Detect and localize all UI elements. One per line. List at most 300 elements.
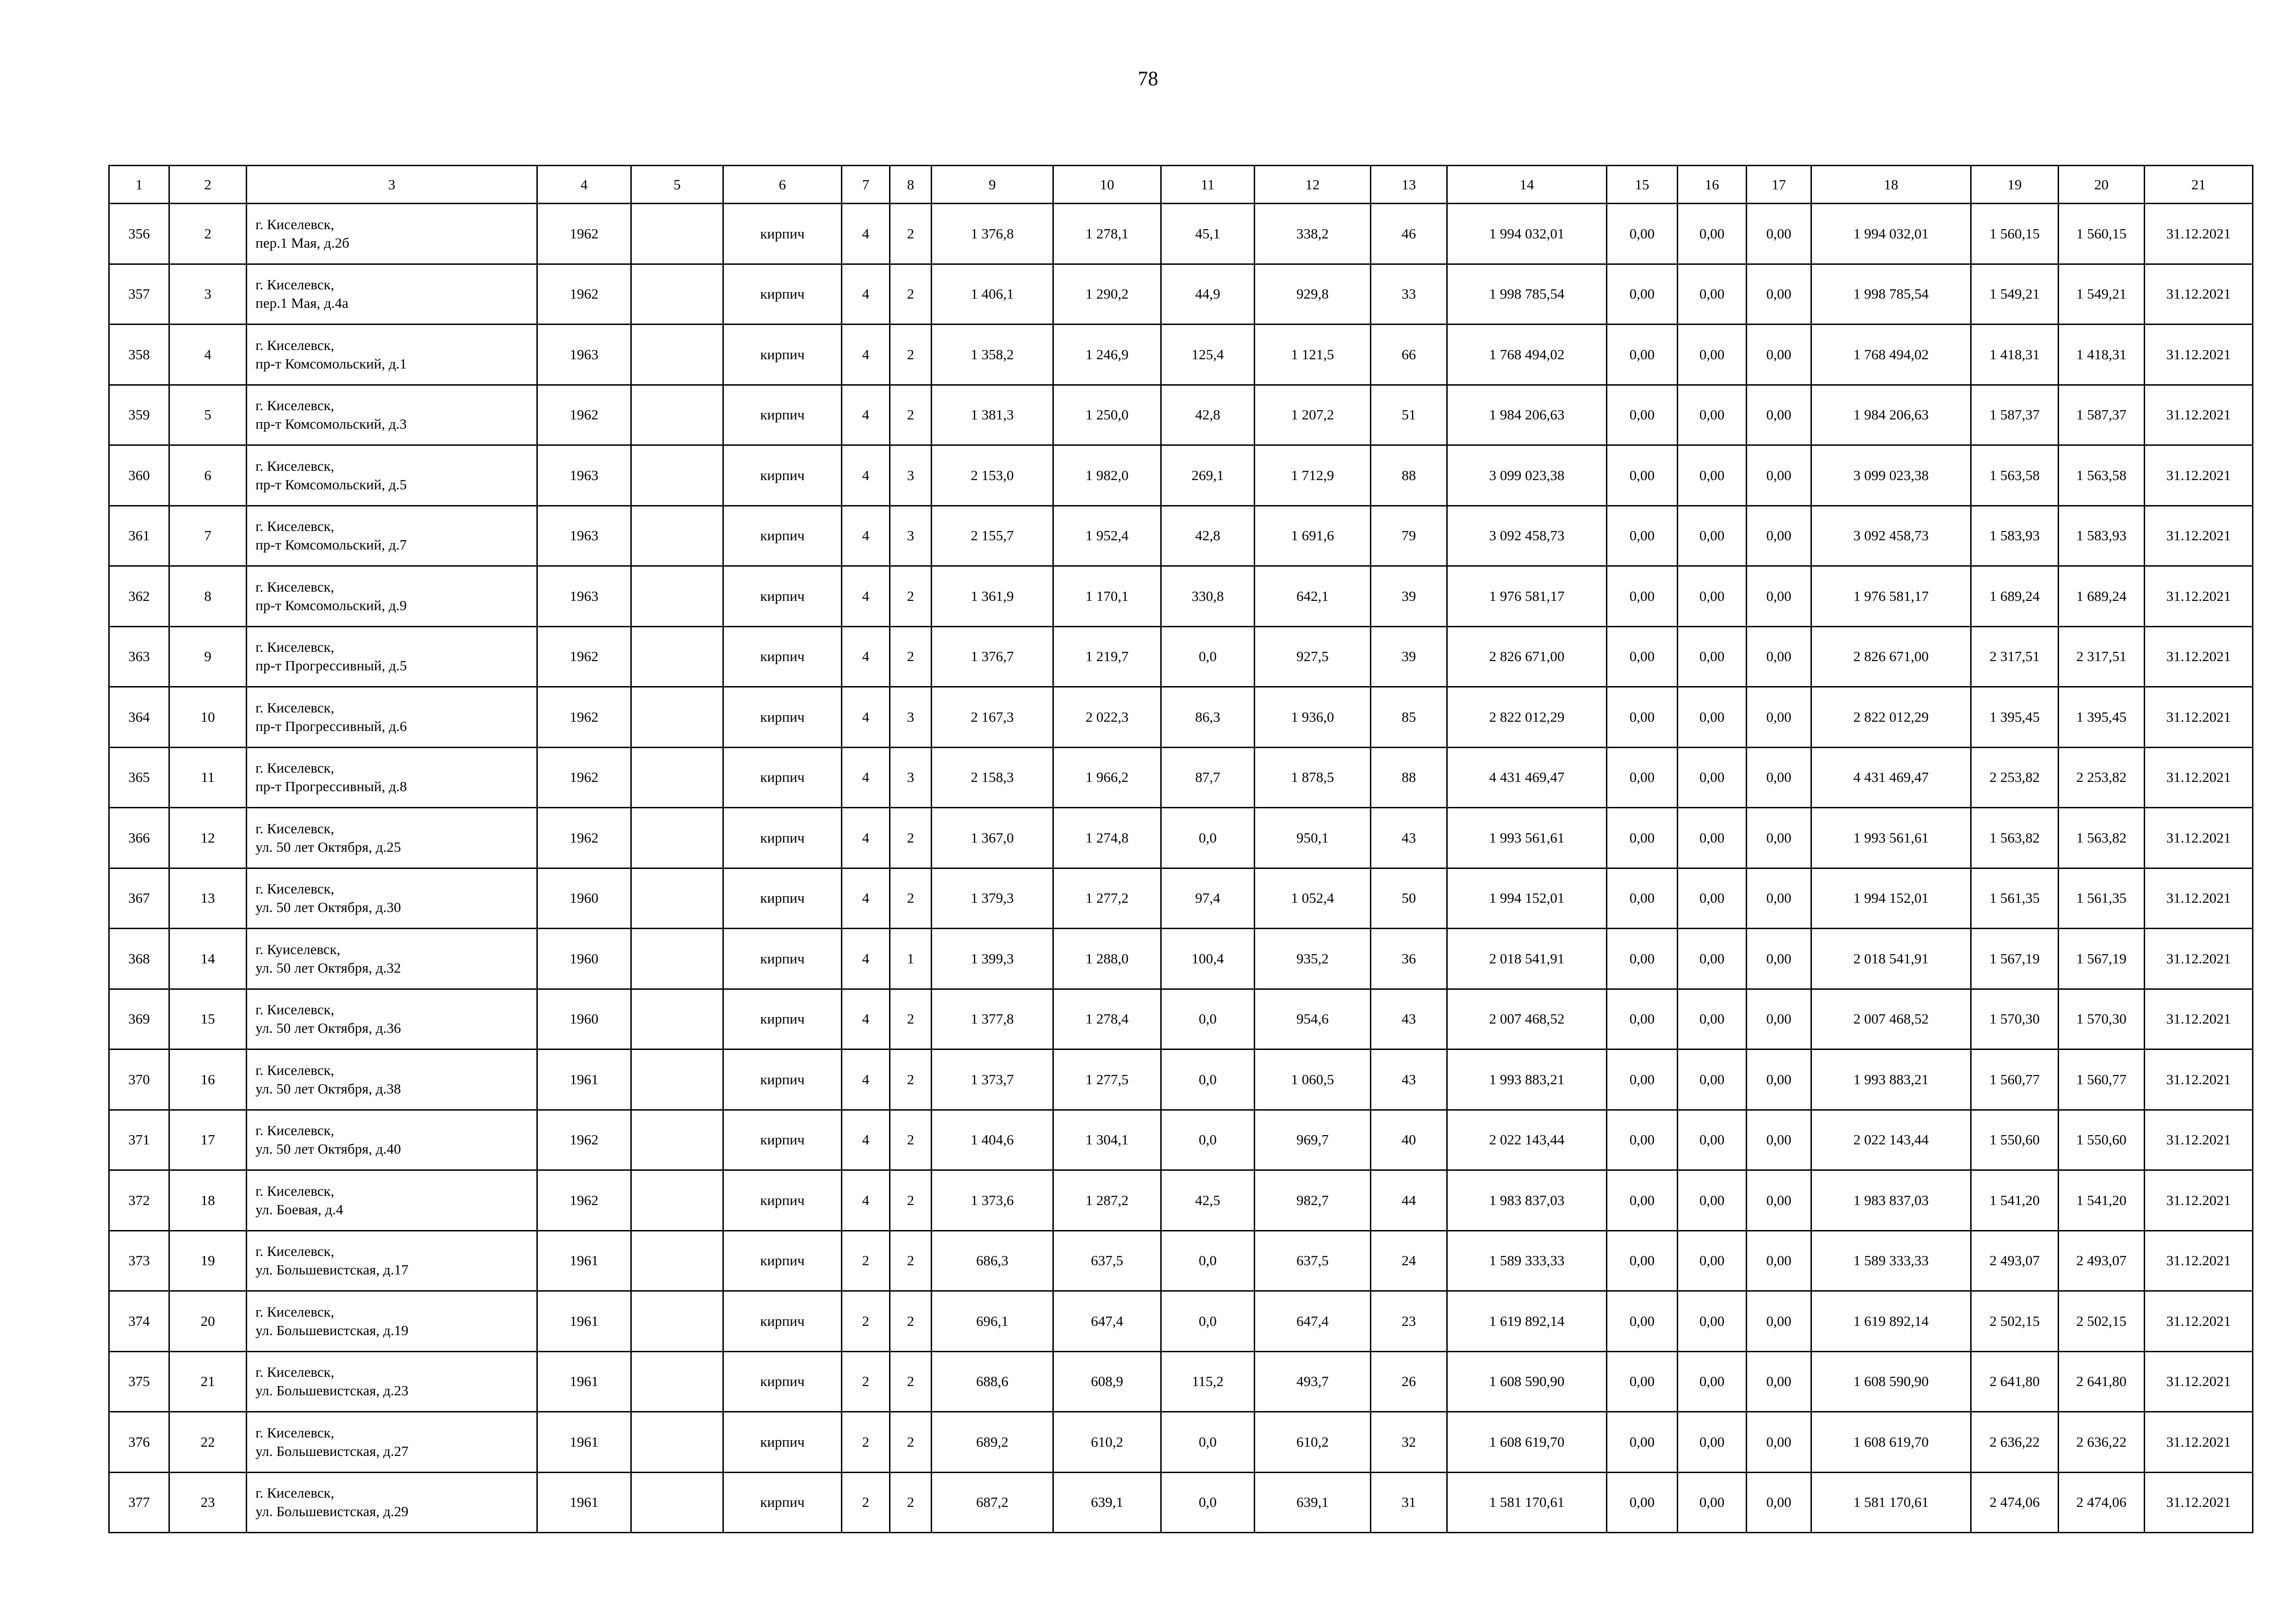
address-city: г. Киселевск,	[255, 881, 335, 897]
cell-col-9: 1 376,7	[932, 626, 1053, 687]
cell-col-7: 4	[842, 989, 890, 1049]
cell-col-20: 2 493,07	[2059, 1230, 2145, 1291]
address-city: г. Киселевск,	[255, 1424, 335, 1441]
cell-col-14: 1 608 590,90	[1447, 1351, 1607, 1412]
cell-col-13: 36	[1371, 929, 1447, 989]
cell-col-18: 3 099 023,38	[1811, 445, 1971, 506]
cell-col-1: 360	[109, 445, 169, 506]
cell-col-19: 2 474,06	[1971, 1472, 2059, 1533]
cell-col-9: 1 373,7	[932, 1049, 1053, 1110]
cell-col-4: 1963	[537, 506, 631, 566]
cell-col-12: 647,4	[1255, 1291, 1371, 1352]
cell-col-15: 0,00	[1607, 929, 1678, 989]
cell-col-11: 0,0	[1161, 626, 1255, 687]
cell-col-6: кирпич	[723, 808, 842, 868]
cell-col-8: 2	[890, 1291, 932, 1352]
cell-col-9: 2 167,3	[932, 687, 1053, 748]
address-city: г. Киселевск,	[255, 397, 335, 414]
cell-col-5	[631, 929, 723, 989]
cell-col-19: 1 689,24	[1971, 566, 2059, 627]
address-cell	[247, 626, 537, 687]
address-street: пр-т Комсомольский, д.5	[255, 476, 407, 493]
cell-col-18: 2 018 541,91	[1811, 929, 1971, 989]
address-street: ул. Большевистская, д.19	[255, 1322, 409, 1338]
cell-col-17: 0,00	[1747, 1472, 1811, 1533]
cell-col-1: 367	[109, 868, 169, 929]
cell-col-11: 0,0	[1161, 989, 1255, 1049]
cell-col-4: 1962	[537, 204, 631, 264]
cell-col-10: 610,2	[1053, 1412, 1161, 1473]
cell-col-15: 0,00	[1607, 1472, 1678, 1533]
address-city: г. Киселевск,	[255, 820, 335, 837]
address-street: пр-т Прогрессивный, д.6	[255, 718, 407, 734]
cell-col-1: 364	[109, 687, 169, 748]
cell-col-17: 0,00	[1747, 626, 1811, 687]
table-row	[109, 445, 2253, 506]
cell-col-1: 369	[109, 989, 169, 1049]
cell-col-5	[631, 747, 723, 808]
table-row	[109, 1230, 2253, 1291]
column-header-13: 13	[1371, 166, 1447, 204]
address-street: пер.1 Мая, д.2б	[255, 234, 349, 251]
cell-col-10: 1 982,0	[1053, 445, 1161, 506]
cell-col-4: 1962	[537, 687, 631, 748]
cell-col-1: 356	[109, 204, 169, 264]
table-row	[109, 264, 2253, 325]
address-city: г. Киселевск,	[255, 457, 335, 474]
cell-col-14: 1 976 581,17	[1447, 566, 1607, 627]
address-cell	[247, 445, 537, 506]
cell-col-11: 330,8	[1161, 566, 1255, 627]
cell-col-20: 2 636,22	[2059, 1412, 2145, 1473]
cell-col-5	[631, 1110, 723, 1170]
address-street: ул. Большевистская, д.29	[255, 1503, 409, 1520]
cell-col-1: 357	[109, 264, 169, 325]
cell-col-19: 1 541,20	[1971, 1170, 2059, 1231]
cell-col-21: 31.12.2021	[2145, 808, 2253, 868]
cell-col-21: 31.12.2021	[2145, 929, 2253, 989]
cell-col-5	[631, 626, 723, 687]
address-street: ул. 50 лет Октября, д.38	[255, 1080, 401, 1097]
cell-col-7: 2	[842, 1291, 890, 1352]
cell-col-16: 0,00	[1678, 1049, 1747, 1110]
cell-col-2: 3	[169, 264, 247, 325]
cell-col-19: 2 493,07	[1971, 1230, 2059, 1291]
cell-col-16: 0,00	[1678, 204, 1747, 264]
cell-col-2: 17	[169, 1110, 247, 1170]
cell-col-7: 2	[842, 1472, 890, 1533]
address-city: г. Киселевск,	[255, 1303, 335, 1320]
cell-col-10: 1 288,0	[1053, 929, 1161, 989]
address-city: г. Киселевск,	[255, 639, 335, 656]
cell-col-17: 0,00	[1747, 868, 1811, 929]
cell-col-18: 4 431 469,47	[1811, 747, 1971, 808]
cell-col-12: 637,5	[1255, 1230, 1371, 1291]
cell-col-21: 31.12.2021	[2145, 325, 2253, 385]
cell-col-17: 0,00	[1747, 1170, 1811, 1231]
cell-col-1: 371	[109, 1110, 169, 1170]
cell-col-6: кирпич	[723, 445, 842, 506]
cell-col-16: 0,00	[1678, 385, 1747, 445]
cell-col-21: 31.12.2021	[2145, 989, 2253, 1049]
address-street: пр-т Прогрессивный, д.8	[255, 778, 407, 795]
address-city: г. Киселевск,	[255, 1122, 335, 1139]
cell-col-15: 0,00	[1607, 385, 1678, 445]
cell-col-18: 2 022 143,44	[1811, 1110, 1971, 1170]
cell-col-14: 1 994 152,01	[1447, 868, 1607, 929]
cell-col-19: 1 583,93	[1971, 506, 2059, 566]
cell-col-7: 4	[842, 1049, 890, 1110]
column-header-20: 20	[2059, 166, 2145, 204]
column-header-11: 11	[1161, 166, 1255, 204]
cell-col-8: 2	[890, 1170, 932, 1231]
column-header-10: 10	[1053, 166, 1161, 204]
cell-col-17: 0,00	[1747, 566, 1811, 627]
cell-col-12: 639,1	[1255, 1472, 1371, 1533]
cell-col-20: 1 395,45	[2059, 687, 2145, 748]
cell-col-21: 31.12.2021	[2145, 1351, 2253, 1412]
cell-col-9: 1 376,8	[932, 204, 1053, 264]
address-city: г. Куиселевск,	[255, 941, 341, 957]
cell-col-20: 2 253,82	[2059, 747, 2145, 808]
cell-col-2: 10	[169, 687, 247, 748]
cell-col-6: кирпич	[723, 1049, 842, 1110]
cell-col-4: 1962	[537, 385, 631, 445]
table-row	[109, 1170, 2253, 1231]
cell-col-13: 51	[1371, 385, 1447, 445]
cell-col-21: 31.12.2021	[2145, 1472, 2253, 1533]
cell-col-1: 375	[109, 1351, 169, 1412]
address-city: г. Киселевск,	[255, 1364, 335, 1380]
cell-col-7: 4	[842, 747, 890, 808]
cell-col-4: 1963	[537, 445, 631, 506]
address-city: г. Киселевск,	[255, 216, 335, 232]
cell-col-1: 366	[109, 808, 169, 868]
cell-col-1: 372	[109, 1170, 169, 1231]
cell-col-16: 0,00	[1678, 566, 1747, 627]
cell-col-13: 43	[1371, 808, 1447, 868]
address-street: пр-т Комсомольский, д.3	[255, 416, 407, 432]
cell-col-2: 6	[169, 445, 247, 506]
cell-col-15: 0,00	[1607, 445, 1678, 506]
table-row	[109, 687, 2253, 748]
cell-col-12: 929,8	[1255, 264, 1371, 325]
column-header-15: 15	[1607, 166, 1678, 204]
cell-col-16: 0,00	[1678, 626, 1747, 687]
cell-col-13: 43	[1371, 1049, 1447, 1110]
cell-col-17: 0,00	[1747, 445, 1811, 506]
cell-col-2: 9	[169, 626, 247, 687]
column-header-16: 16	[1678, 166, 1747, 204]
cell-col-15: 0,00	[1607, 1351, 1678, 1412]
cell-col-12: 642,1	[1255, 566, 1371, 627]
cell-col-7: 4	[842, 626, 890, 687]
cell-col-7: 4	[842, 204, 890, 264]
cell-col-2: 23	[169, 1472, 247, 1533]
cell-col-18: 1 608 590,90	[1811, 1351, 1971, 1412]
address-street: ул. 50 лет Октября, д.25	[255, 838, 401, 855]
cell-col-2: 20	[169, 1291, 247, 1352]
address-city: г. Киселевск,	[255, 1485, 335, 1501]
cell-col-6: кирпич	[723, 1230, 842, 1291]
cell-col-7: 4	[842, 566, 890, 627]
cell-col-5	[631, 1472, 723, 1533]
cell-col-6: кирпич	[723, 385, 842, 445]
cell-col-5	[631, 566, 723, 627]
cell-col-10: 1 287,2	[1053, 1170, 1161, 1231]
cell-col-18: 1 993 883,21	[1811, 1049, 1971, 1110]
table-row	[109, 989, 2253, 1049]
address-city: г. Киселевск,	[255, 337, 335, 353]
cell-col-1: 358	[109, 325, 169, 385]
cell-col-7: 4	[842, 506, 890, 566]
cell-col-16: 0,00	[1678, 747, 1747, 808]
cell-col-12: 982,7	[1255, 1170, 1371, 1231]
cell-col-2: 12	[169, 808, 247, 868]
cell-col-2: 8	[169, 566, 247, 627]
cell-col-9: 1 404,6	[932, 1110, 1053, 1170]
cell-col-10: 1 274,8	[1053, 808, 1161, 868]
cell-col-14: 1 581 170,61	[1447, 1472, 1607, 1533]
cell-col-6: кирпич	[723, 204, 842, 264]
cell-col-10: 2 022,3	[1053, 687, 1161, 748]
cell-col-20: 1 689,24	[2059, 566, 2145, 627]
cell-col-8: 2	[890, 626, 932, 687]
cell-col-2: 22	[169, 1412, 247, 1473]
cell-col-11: 0,0	[1161, 1412, 1255, 1473]
cell-col-7: 4	[842, 868, 890, 929]
cell-col-12: 935,2	[1255, 929, 1371, 989]
cell-col-4: 1961	[537, 1412, 631, 1473]
cell-col-15: 0,00	[1607, 808, 1678, 868]
cell-col-21: 31.12.2021	[2145, 264, 2253, 325]
cell-col-8: 2	[890, 566, 932, 627]
cell-col-11: 0,0	[1161, 1230, 1255, 1291]
cell-col-9: 687,2	[932, 1472, 1053, 1533]
cell-col-8: 2	[890, 989, 932, 1049]
cell-col-11: 42,5	[1161, 1170, 1255, 1231]
cell-col-11: 42,8	[1161, 506, 1255, 566]
cell-col-17: 0,00	[1747, 1110, 1811, 1170]
cell-col-5	[631, 325, 723, 385]
address-street: пр-т Комсомольский, д.1	[255, 355, 407, 372]
cell-col-14: 3 092 458,73	[1447, 506, 1607, 566]
cell-col-9: 696,1	[932, 1291, 1053, 1352]
address-city: г. Киселевск,	[255, 518, 335, 535]
cell-col-11: 115,2	[1161, 1351, 1255, 1412]
cell-col-19: 2 317,51	[1971, 626, 2059, 687]
cell-col-17: 0,00	[1747, 687, 1811, 748]
table-body	[109, 204, 2253, 1533]
cell-col-8: 1	[890, 929, 932, 989]
cell-col-9: 2 158,3	[932, 747, 1053, 808]
column-header-4: 4	[537, 166, 631, 204]
column-header-7: 7	[842, 166, 890, 204]
address-cell	[247, 808, 537, 868]
address-cell	[247, 566, 537, 627]
cell-col-13: 23	[1371, 1291, 1447, 1352]
cell-col-8: 2	[890, 1351, 932, 1412]
cell-col-2: 11	[169, 747, 247, 808]
cell-col-10: 1 219,7	[1053, 626, 1161, 687]
cell-col-21: 31.12.2021	[2145, 445, 2253, 506]
cell-col-2: 13	[169, 868, 247, 929]
address-city: г. Киселевск,	[255, 1243, 335, 1260]
cell-col-20: 1 560,77	[2059, 1049, 2145, 1110]
cell-col-18: 1 993 561,61	[1811, 808, 1971, 868]
cell-col-16: 0,00	[1678, 929, 1747, 989]
table-row	[109, 204, 2253, 264]
cell-col-18: 1 998 785,54	[1811, 264, 1971, 325]
cell-col-11: 0,0	[1161, 1049, 1255, 1110]
cell-col-8: 3	[890, 687, 932, 748]
cell-col-5	[631, 687, 723, 748]
cell-col-8: 2	[890, 264, 932, 325]
cell-col-8: 2	[890, 868, 932, 929]
cell-col-19: 2 502,15	[1971, 1291, 2059, 1352]
cell-col-1: 374	[109, 1291, 169, 1352]
table-row	[109, 506, 2253, 566]
cell-col-4: 1961	[537, 1049, 631, 1110]
cell-col-4: 1960	[537, 929, 631, 989]
address-cell	[247, 687, 537, 748]
cell-col-12: 1 936,0	[1255, 687, 1371, 748]
cell-col-11: 87,7	[1161, 747, 1255, 808]
cell-col-6: кирпич	[723, 1291, 842, 1352]
cell-col-13: 85	[1371, 687, 1447, 748]
address-street: пр-т Комсомольский, д.9	[255, 597, 407, 613]
cell-col-16: 0,00	[1678, 1291, 1747, 1352]
cell-col-15: 0,00	[1607, 626, 1678, 687]
cell-col-2: 2	[169, 204, 247, 264]
cell-col-14: 1 998 785,54	[1447, 264, 1607, 325]
cell-col-13: 66	[1371, 325, 1447, 385]
address-city: г. Киселевск,	[255, 578, 335, 595]
cell-col-16: 0,00	[1678, 808, 1747, 868]
cell-col-19: 1 395,45	[1971, 687, 2059, 748]
cell-col-4: 1961	[537, 1351, 631, 1412]
cell-col-14: 1 619 892,14	[1447, 1291, 1607, 1352]
cell-col-14: 2 826 671,00	[1447, 626, 1607, 687]
cell-col-5	[631, 808, 723, 868]
cell-col-12: 338,2	[1255, 204, 1371, 264]
cell-col-13: 88	[1371, 445, 1447, 506]
cell-col-18: 1 589 333,33	[1811, 1230, 1971, 1291]
cell-col-1: 373	[109, 1230, 169, 1291]
cell-col-2: 15	[169, 989, 247, 1049]
cell-col-18: 1 619 892,14	[1811, 1291, 1971, 1352]
cell-col-6: кирпич	[723, 868, 842, 929]
cell-col-7: 4	[842, 445, 890, 506]
cell-col-4: 1961	[537, 1230, 631, 1291]
column-header-2: 2	[169, 166, 247, 204]
address-city: г. Киселевск,	[255, 1001, 335, 1018]
cell-col-15: 0,00	[1607, 1110, 1678, 1170]
address-cell	[247, 264, 537, 325]
page-number: 78	[1138, 67, 1158, 90]
cell-col-9: 1 377,8	[932, 989, 1053, 1049]
cell-col-8: 2	[890, 1472, 932, 1533]
cell-col-17: 0,00	[1747, 929, 1811, 989]
cell-col-8: 2	[890, 808, 932, 868]
cell-col-19: 1 563,82	[1971, 808, 2059, 868]
cell-col-11: 0,0	[1161, 1291, 1255, 1352]
cell-col-8: 2	[890, 1049, 932, 1110]
address-street: ул. Боевая, д.4	[255, 1201, 343, 1218]
cell-col-11: 0,0	[1161, 1472, 1255, 1533]
cell-col-13: 31	[1371, 1472, 1447, 1533]
cell-col-11: 0,0	[1161, 808, 1255, 868]
address-cell	[247, 1230, 537, 1291]
cell-col-9: 2 155,7	[932, 506, 1053, 566]
cell-col-16: 0,00	[1678, 1351, 1747, 1412]
cell-col-20: 1 570,30	[2059, 989, 2145, 1049]
cell-col-16: 0,00	[1678, 506, 1747, 566]
column-header-8: 8	[890, 166, 932, 204]
cell-col-10: 1 304,1	[1053, 1110, 1161, 1170]
cell-col-21: 31.12.2021	[2145, 506, 2253, 566]
cell-col-20: 1 541,20	[2059, 1170, 2145, 1231]
cell-col-19: 2 636,22	[1971, 1412, 2059, 1473]
cell-col-12: 1 060,5	[1255, 1049, 1371, 1110]
cell-col-9: 1 358,2	[932, 325, 1053, 385]
cell-col-15: 0,00	[1607, 566, 1678, 627]
cell-col-15: 0,00	[1607, 747, 1678, 808]
cell-col-11: 125,4	[1161, 325, 1255, 385]
cell-col-14: 2 007 468,52	[1447, 989, 1607, 1049]
cell-col-7: 2	[842, 1412, 890, 1473]
cell-col-20: 1 567,19	[2059, 929, 2145, 989]
cell-col-21: 31.12.2021	[2145, 1170, 2253, 1231]
cell-col-9: 1 379,3	[932, 868, 1053, 929]
address-cell	[247, 929, 537, 989]
cell-col-12: 950,1	[1255, 808, 1371, 868]
cell-col-15: 0,00	[1607, 1291, 1678, 1352]
cell-col-5	[631, 204, 723, 264]
cell-col-7: 4	[842, 687, 890, 748]
cell-col-19: 1 570,30	[1971, 989, 2059, 1049]
cell-col-10: 1 246,9	[1053, 325, 1161, 385]
address-cell	[247, 385, 537, 445]
cell-col-7: 4	[842, 1110, 890, 1170]
cell-col-4: 1963	[537, 325, 631, 385]
address-street: пер.1 Мая, д.4а	[255, 295, 348, 312]
cell-col-19: 1 561,35	[1971, 868, 2059, 929]
cell-col-16: 0,00	[1678, 868, 1747, 929]
column-header-3: 3	[247, 166, 537, 204]
address-street: пр-т Комсомольский, д.7	[255, 537, 407, 553]
cell-col-16: 0,00	[1678, 1230, 1747, 1291]
cell-col-13: 39	[1371, 566, 1447, 627]
cell-col-15: 0,00	[1607, 1412, 1678, 1473]
cell-col-10: 1 278,4	[1053, 989, 1161, 1049]
cell-col-9: 1 373,6	[932, 1170, 1053, 1231]
cell-col-16: 0,00	[1678, 1110, 1747, 1170]
cell-col-19: 1 550,60	[1971, 1110, 2059, 1170]
cell-col-8: 2	[890, 385, 932, 445]
cell-col-21: 31.12.2021	[2145, 868, 2253, 929]
cell-col-13: 46	[1371, 204, 1447, 264]
cell-col-6: кирпич	[723, 325, 842, 385]
cell-col-18: 2 007 468,52	[1811, 989, 1971, 1049]
cell-col-6: кирпич	[723, 687, 842, 748]
cell-col-1: 370	[109, 1049, 169, 1110]
cell-col-4: 1962	[537, 1170, 631, 1231]
table-row	[109, 626, 2253, 687]
address-street: ул. 50 лет Октября, д.30	[255, 899, 401, 916]
cell-col-4: 1961	[537, 1291, 631, 1352]
cell-col-17: 0,00	[1747, 1230, 1811, 1291]
